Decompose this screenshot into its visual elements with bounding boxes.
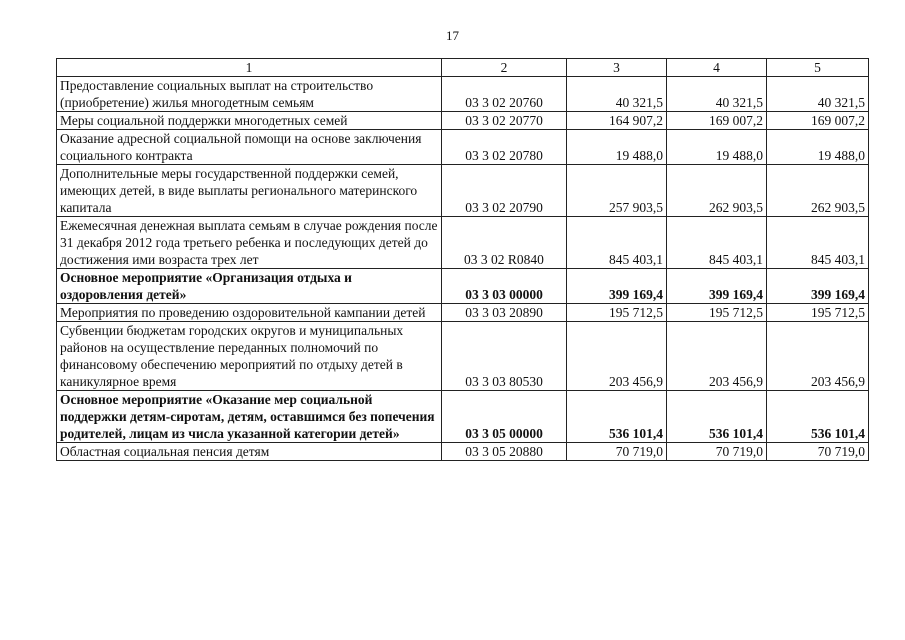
page-number: 17	[446, 28, 459, 43]
table-row-main-activity	[57, 391, 869, 443]
row-value-5: 40 321,5	[767, 77, 869, 112]
row-value-4: 19 488,0	[667, 130, 767, 165]
row-name: Мероприятия по проведению оздоровительной кампании детей	[57, 304, 442, 322]
table-row	[57, 322, 869, 391]
row-value-3: 40 321,5	[567, 77, 667, 112]
row-code: 03 3 02 20780	[442, 130, 567, 165]
row-value-3: 845 403,1	[567, 217, 667, 269]
row-code: 03 3 03 00000	[442, 269, 567, 304]
row-value-4: 203 456,9	[667, 322, 767, 391]
row-name: Основное мероприятие «Оказание мер социальной поддержки детям-сиротам, детям, оставшимся без попечения родителей, лицам из числа указанной категории детей»	[57, 391, 442, 443]
row-value-3: 203 456,9	[567, 322, 667, 391]
row-value-5: 195 712,5	[767, 304, 869, 322]
row-value-5: 203 456,9	[767, 322, 869, 391]
table-row-main-activity	[57, 269, 869, 304]
table-row	[57, 165, 869, 217]
row-value-5: 845 403,1	[767, 217, 869, 269]
row-value-3: 257 903,5	[567, 165, 667, 217]
row-value-4: 169 007,2	[667, 112, 767, 130]
row-code: 03 3 02 20770	[442, 112, 567, 130]
row-code: 03 3 02 R0840	[442, 217, 567, 269]
table-header-row	[57, 59, 869, 77]
row-value-4: 262 903,5	[667, 165, 767, 217]
table-row	[57, 112, 869, 130]
row-code: 03 3 05 00000	[442, 391, 567, 443]
row-value-5: 169 007,2	[767, 112, 869, 130]
row-code: 03 3 03 20890	[442, 304, 567, 322]
row-value-4: 845 403,1	[667, 217, 767, 269]
column-header-5: 5	[767, 59, 869, 77]
row-value-3: 399 169,4	[567, 269, 667, 304]
row-code: 03 3 02 20790	[442, 165, 567, 217]
budget-table	[56, 58, 869, 461]
row-value-5: 70 719,0	[767, 443, 869, 461]
row-value-3: 164 907,2	[567, 112, 667, 130]
row-value-3: 195 712,5	[567, 304, 667, 322]
row-value-3: 70 719,0	[567, 443, 667, 461]
row-value-3: 19 488,0	[567, 130, 667, 165]
column-header-1: 1	[57, 59, 442, 77]
table-row	[57, 77, 869, 112]
row-code: 03 3 02 20760	[442, 77, 567, 112]
row-name: Предоставление социальных выплат на строительство (приобретение) жилья многодетным семьям	[57, 77, 442, 112]
column-header-4: 4	[667, 59, 767, 77]
row-value-5: 19 488,0	[767, 130, 869, 165]
row-value-4: 195 712,5	[667, 304, 767, 322]
row-name: Ежемесячная денежная выплата семьям в случае рождения после 31 декабря 2012 года третьего ребенка и последующих детей до достижения ими возраста трех лет	[57, 217, 442, 269]
table-row	[57, 217, 869, 269]
row-value-4: 536 101,4	[667, 391, 767, 443]
row-name: Субвенции бюджетам городских округов и муниципальных районов на осуществление переданных полномочий по финансовому обеспечению мероприятий по отдыху детей в каникулярное время	[57, 322, 442, 391]
row-value-5: 262 903,5	[767, 165, 869, 217]
row-name: Основное мероприятие «Организация отдыха и оздоровления детей»	[57, 269, 442, 304]
column-header-3: 3	[567, 59, 667, 77]
row-value-4: 399 169,4	[667, 269, 767, 304]
row-value-5: 536 101,4	[767, 391, 869, 443]
row-value-4: 70 719,0	[667, 443, 767, 461]
row-name: Дополнительные меры государственной поддержки семей, имеющих детей, в виде выплаты региональногo материнского капитала	[57, 165, 442, 217]
row-name: Областная социальная пенсия детям	[57, 443, 442, 461]
row-value-3: 536 101,4	[567, 391, 667, 443]
row-name: Оказание адресной социальной помощи на основе заключения социального контракта	[57, 130, 442, 165]
table-row	[57, 443, 869, 461]
row-value-5: 399 169,4	[767, 269, 869, 304]
row-code: 03 3 05 20880	[442, 443, 567, 461]
column-header-2: 2	[442, 59, 567, 77]
row-code: 03 3 03 80530	[442, 322, 567, 391]
table-row	[57, 304, 869, 322]
table-row	[57, 130, 869, 165]
row-name: Меры социальной поддержки многодетных семей	[57, 112, 442, 130]
row-value-4: 40 321,5	[667, 77, 767, 112]
